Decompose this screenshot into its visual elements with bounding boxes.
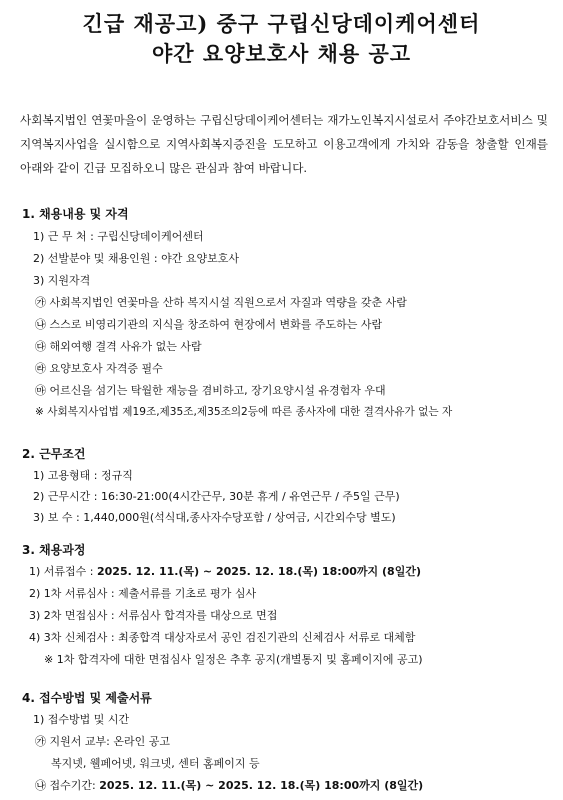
s3-receipt-period: 2025. 12. 11.(목) ~ 2025. 12. 18.(목) 18:00까지 (8일간) [97, 565, 421, 578]
s3-receipt-label: 1) 서류접수 : [29, 565, 97, 578]
s1-qual-5: ㉲ 어르신을 섬기는 탁월한 재능을 겸비하고, 장기요양시설 유경험자 우대 [35, 384, 386, 397]
s4-method-2 [35, 777, 423, 793]
s4-method-1-sites: 복지넷, 웰페어넷, 워크넷, 센터 홈페이지 등 [51, 757, 260, 770]
s1-qual-3: ㉰ 해외여행 결격 사유가 없는 사람 [35, 340, 202, 353]
section-3-heading: 3. 채용과정 [22, 543, 86, 557]
s1-qual-4: ㉱ 요양보호사 자격증 필수 [35, 362, 163, 375]
s2-item-working-hours: 2) 근무시간 : 16:30-21:00(4시간근무, 30분 휴게 / 유연근무 / 주5일 근무) [33, 490, 400, 503]
intro-paragraph: 사회복지법인 연꽃마을이 운영하는 구립신당데이케어센터는 재가노인복지시설로서 주야간보호서비스 및 지역복지사업을 실시함으로 지역사회복지증진을 도모하고 이용고객에게 가치와 감동을 창출할 인재를 아래와 같이 긴급 모집하오니 많은 관심과 참여 바랍니다. [20, 113, 548, 175]
section-2-heading: 2. 근무조건 [22, 447, 86, 461]
title-line-2: 야간 요양보호사 채용 공고 [151, 41, 412, 66]
s2-item-salary: 3) 보 수 : 1,440,000원(석식대,종사자수당포함 / 상여금, 시간외수당 별도) [33, 511, 396, 524]
s4-method-1: ㉮ 지원서 교부: 온라인 공고 [35, 735, 170, 748]
s3-item-medical-check: 4) 3차 신체검사 : 최종합격 대상자로서 공인 검진기관의 신체검사 서류로 대체함 [29, 631, 416, 644]
s2-item-employment-type: 1) 고용형태 : 정규직 [33, 469, 133, 482]
s1-item-position: 2) 선발분야 및 채용인원 : 야간 요양보호사 [33, 252, 239, 265]
s3-note: ※ 1차 합격자에 대한 면접심사 일정은 추후 공지(개별통지 및 홈페이지에 공고) [44, 653, 423, 666]
s3-item-document-receipt [29, 563, 421, 579]
s1-qual-1: ㉮ 사회복지법인 연꽃마을 산하 복지시설 직원으로서 자질과 역량을 갖춘 사람 [35, 296, 407, 309]
title-line-1: 긴급 재공고) 중구 구립신당데이케어센터 [82, 11, 481, 36]
s1-note: ※ 사회복지사업법 제19조,제35조,제35조의2등에 따른 종사자에 대한 결격사유가 없는 자 [35, 406, 453, 418]
s4-period-value: 2025. 12. 11.(목) ~ 2025. 12. 18.(목) 18:00까지 (8일간) [99, 779, 424, 792]
s3-item-document-review: 2) 1차 서류심사 : 제출서류를 기초로 평가 심사 [29, 587, 257, 600]
s1-qual-2: ㉯ 스스로 비영리기관의 지식을 창조하여 현장에서 변화를 주도하는 사람 [35, 318, 383, 331]
s1-item-workplace: 1) 근 무 처 : 구립신당데이케어센터 [33, 230, 204, 243]
s3-item-interview: 3) 2차 면접심사 : 서류심사 합격자를 대상으로 면접 [29, 609, 278, 622]
section-4-heading: 4. 접수방법 및 제출서류 [22, 691, 152, 705]
s1-item-qualification: 3) 지원자격 [33, 274, 91, 287]
section-1-heading: 1. 채용내용 및 자격 [22, 207, 129, 221]
s4-period-label: ㉯ 접수기간: [35, 779, 100, 792]
s4-item-method: 1) 접수방법 및 시간 [33, 713, 130, 726]
